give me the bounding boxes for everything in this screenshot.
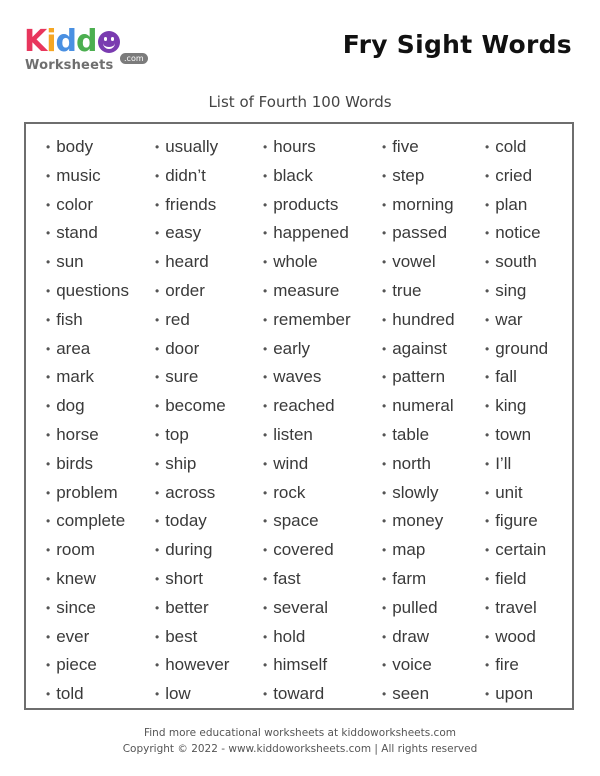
sight-word: • better (155, 594, 229, 623)
sight-word: • best (155, 623, 229, 652)
sight-word: • top (155, 421, 229, 450)
word-list-box (24, 122, 574, 710)
list-subtitle: List of Fourth 100 Words (208, 93, 392, 111)
sight-word: • complete (46, 507, 129, 536)
sight-word: • figure (485, 507, 548, 536)
sight-word: • war (485, 306, 548, 335)
sight-word: • south (485, 248, 548, 277)
sight-word: • I’ll (485, 450, 548, 479)
sight-word: • five (382, 133, 455, 162)
sight-word: • king (485, 392, 548, 421)
sight-word: • questions (46, 277, 129, 306)
sight-word: • remember (263, 306, 351, 335)
sight-word: • voice (382, 651, 455, 680)
sight-word: • room (46, 536, 129, 565)
logo-domain-badge: .com (120, 53, 148, 64)
sight-word: • easy (155, 219, 229, 248)
sight-word: • usually (155, 133, 229, 162)
sight-word: • listen (263, 421, 351, 450)
sight-word: • sing (485, 277, 548, 306)
sight-word: • travel (485, 594, 548, 623)
sight-word: • certain (485, 536, 548, 565)
smiley-face-icon (98, 31, 120, 53)
sight-word: • toward (263, 680, 351, 709)
sight-word: • become (155, 392, 229, 421)
word-column-1 (46, 133, 129, 709)
sight-word: • black (263, 162, 351, 191)
sight-word: • wood (485, 623, 548, 652)
sight-word: • music (46, 162, 129, 191)
kiddo-worksheets-logo (24, 24, 154, 76)
sight-word: • stand (46, 219, 129, 248)
sight-word: • ship (155, 450, 229, 479)
sight-word: • map (382, 536, 455, 565)
sight-word: • north (382, 450, 455, 479)
sight-word: • piece (46, 651, 129, 680)
sight-word: • birds (46, 450, 129, 479)
sight-word: • vowel (382, 248, 455, 277)
sight-word: • mark (46, 363, 129, 392)
sight-word: • cold (485, 133, 548, 162)
sight-word: • ground (485, 335, 548, 364)
sight-word: • sure (155, 363, 229, 392)
sight-word: • horse (46, 421, 129, 450)
sight-word: • however (155, 651, 229, 680)
sight-word: • covered (263, 536, 351, 565)
sight-word: • slowly (382, 479, 455, 508)
sight-word: • against (382, 335, 455, 364)
sight-word: • space (263, 507, 351, 536)
sight-word: • hold (263, 623, 351, 652)
footer-copyright: Copyright © 2022 - www.kiddoworksheets.com | All rights reserved (122, 743, 478, 755)
sight-word: • farm (382, 565, 455, 594)
sight-word: • fast (263, 565, 351, 594)
sight-word: • area (46, 335, 129, 364)
sight-word: • reached (263, 392, 351, 421)
sight-word: • fish (46, 306, 129, 335)
sight-word: • color (46, 191, 129, 220)
sight-word: • several (263, 594, 351, 623)
sight-word: • across (155, 479, 229, 508)
sight-word: • problem (46, 479, 129, 508)
sight-word: • measure (263, 277, 351, 306)
logo-letter: d (55, 24, 77, 59)
word-column-2 (155, 133, 229, 709)
sight-word: • plan (485, 191, 548, 220)
sight-word: • door (155, 335, 229, 364)
word-column-4 (382, 133, 455, 709)
sight-word: • low (155, 680, 229, 709)
sight-word: • numeral (382, 392, 455, 421)
sight-word: • whole (263, 248, 351, 277)
logo-letter: K (24, 24, 47, 59)
word-column-3 (263, 133, 351, 709)
sight-word: • early (263, 335, 351, 364)
sight-word: • didn’t (155, 162, 229, 191)
sight-word: • knew (46, 565, 129, 594)
sight-word: • wind (263, 450, 351, 479)
sight-word: • himself (263, 651, 351, 680)
sight-word: • friends (155, 191, 229, 220)
sight-word: • fire (485, 651, 548, 680)
sight-word: • money (382, 507, 455, 536)
sight-word: • pattern (382, 363, 455, 392)
sight-word: • upon (485, 680, 548, 709)
sight-word: • happened (263, 219, 351, 248)
sight-word: • told (46, 680, 129, 709)
sight-word: • short (155, 565, 229, 594)
sight-word: • today (155, 507, 229, 536)
logo-letter: i (46, 24, 56, 59)
sight-word: • hours (263, 133, 351, 162)
sight-word: • since (46, 594, 129, 623)
sight-word: • sun (46, 248, 129, 277)
sight-word: • table (382, 421, 455, 450)
sight-word: • products (263, 191, 351, 220)
sight-word: • fall (485, 363, 548, 392)
sight-word: • seen (382, 680, 455, 709)
sight-word: • during (155, 536, 229, 565)
logo-subtext: Worksheets (25, 58, 114, 73)
sight-word: • passed (382, 219, 455, 248)
sight-word: • draw (382, 623, 455, 652)
sight-word: • dog (46, 392, 129, 421)
sight-word: • ever (46, 623, 129, 652)
sight-word: • heard (155, 248, 229, 277)
sight-word: • town (485, 421, 548, 450)
sight-word: • body (46, 133, 129, 162)
sight-word: • rock (263, 479, 351, 508)
word-column-5 (485, 133, 548, 709)
sight-word: • step (382, 162, 455, 191)
sight-word: • waves (263, 363, 351, 392)
sight-word: • pulled (382, 594, 455, 623)
sight-word: • morning (382, 191, 455, 220)
page-title: Fry Sight Words (342, 30, 572, 59)
sight-word: • unit (485, 479, 548, 508)
logo-letter: d (76, 24, 97, 59)
footer-promo: Find more educational worksheets at kiddoworksheets.com (143, 727, 456, 739)
logo-wordmark (24, 26, 120, 58)
sight-word: • red (155, 306, 229, 335)
sight-word: • hundred (382, 306, 455, 335)
sight-word: • field (485, 565, 548, 594)
sight-word: • cried (485, 162, 548, 191)
sight-word: • notice (485, 219, 548, 248)
sight-word: • true (382, 277, 455, 306)
sight-word: • order (155, 277, 229, 306)
